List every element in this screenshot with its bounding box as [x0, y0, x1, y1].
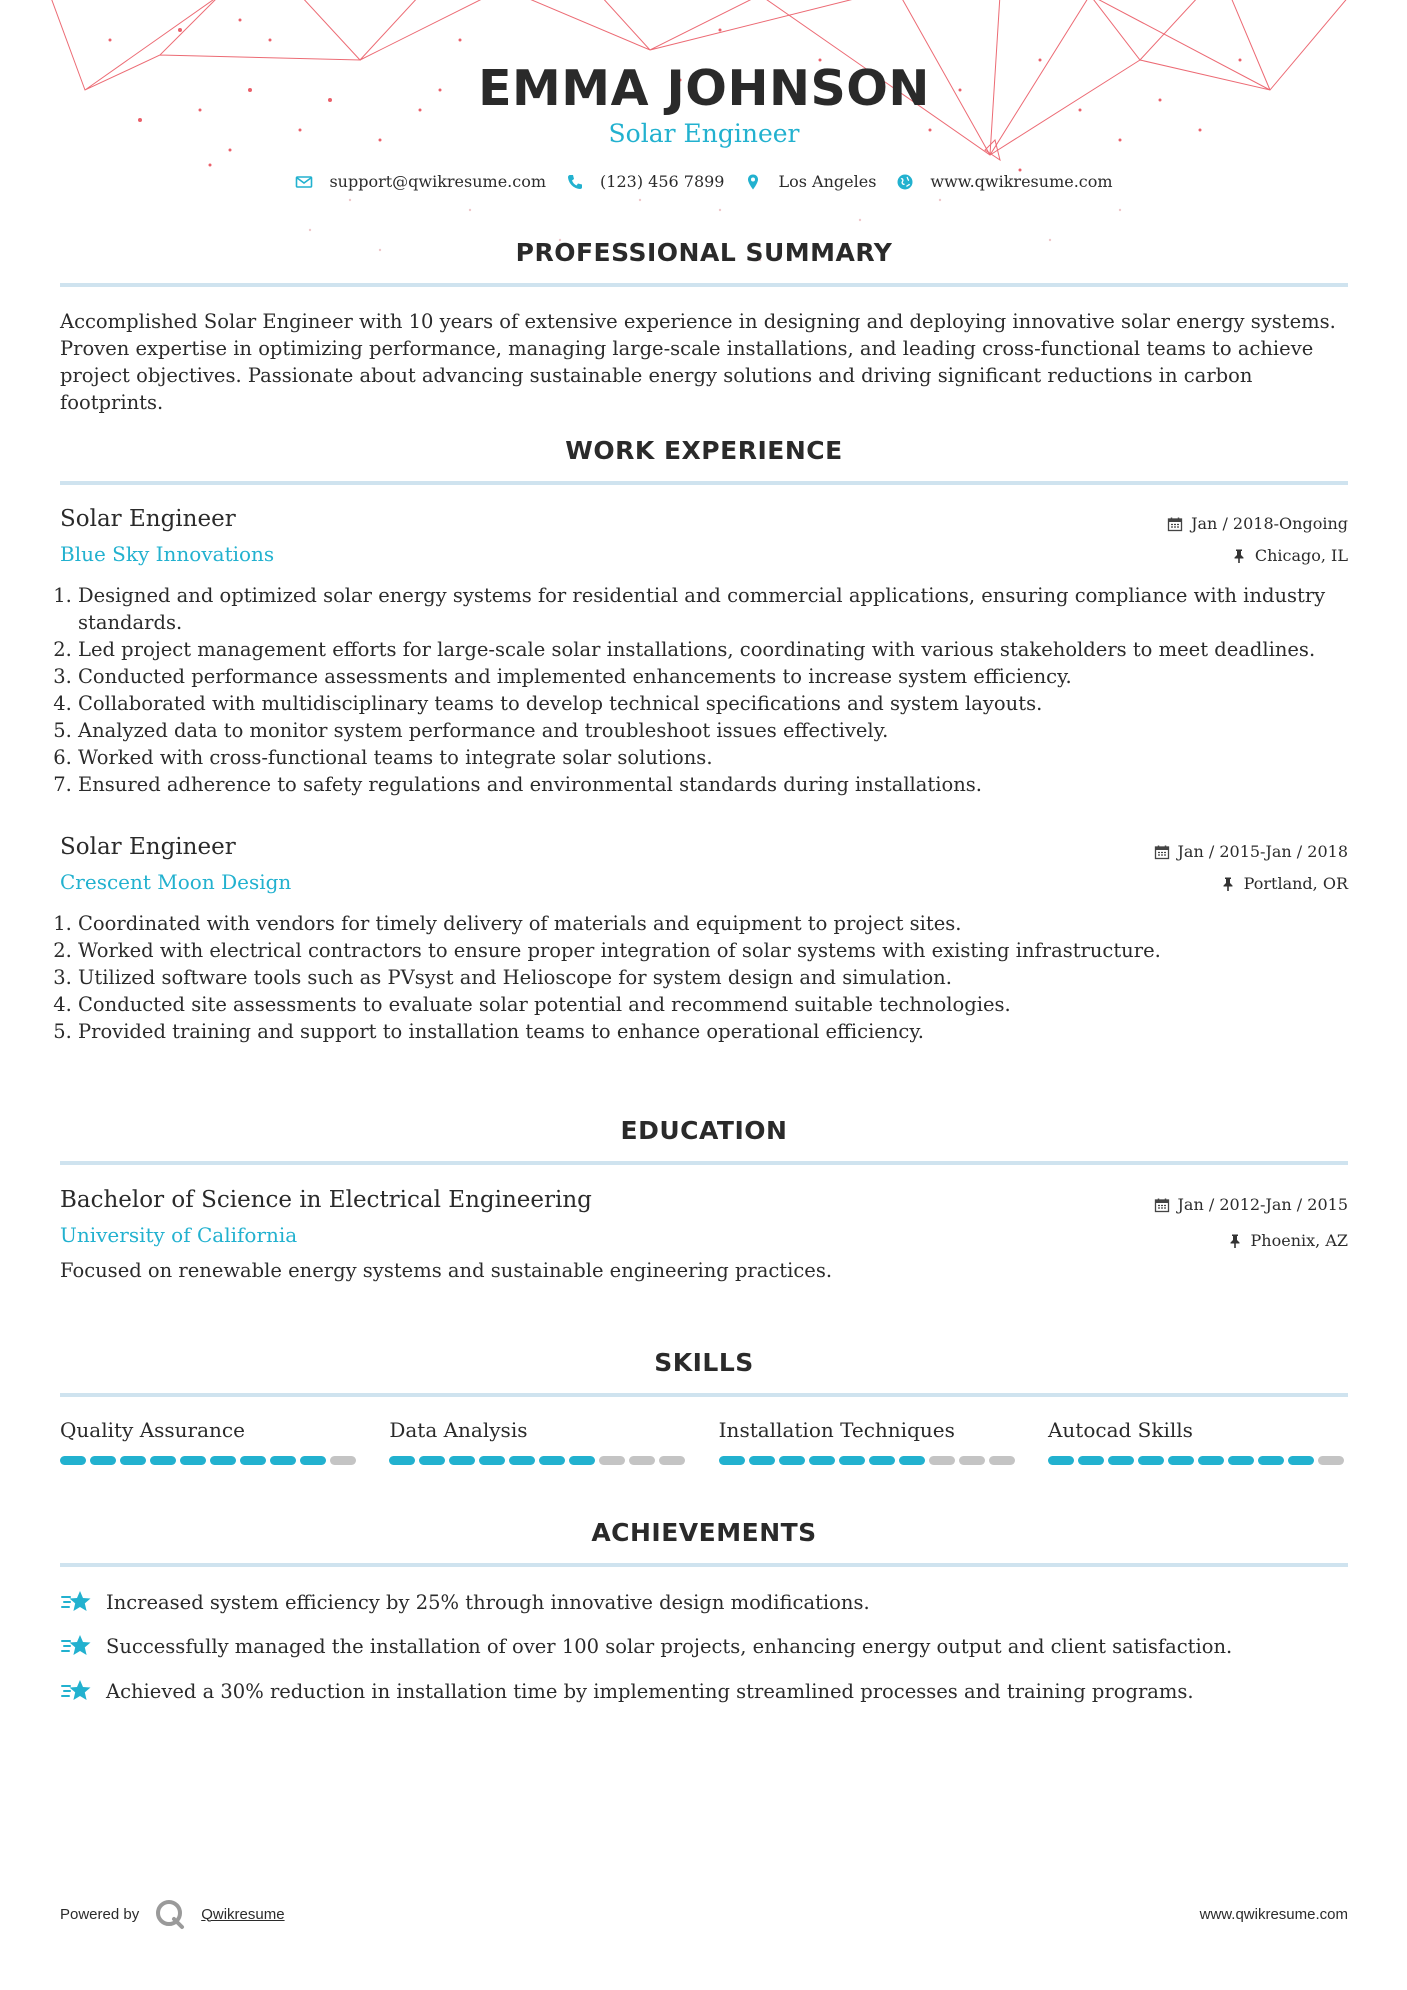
- contact-phone[interactable]: [566, 172, 724, 191]
- list-item: 1. Coordinated with vendors for timely delivery of materials and equipment to project sites.: [78, 910, 1366, 937]
- job-date: [1167, 514, 1348, 533]
- list-item: 7. Ensured adherence to safety regulations and environmental standards during installations.: [78, 771, 1366, 798]
- contact-email-text: support@qwikresume.com: [329, 172, 547, 191]
- list-item: 1. Designed and optimized solar energy systems for residential and commercial applications, ensuring compliance with industry standards.: [78, 582, 1366, 636]
- education-heading: EDUCATION: [620, 1116, 788, 1145]
- skill-segment-filled: [899, 1456, 925, 1465]
- list-item: 4. Conducted site assessments to evaluate solar potential and recommend suitable technologies.: [78, 991, 1366, 1018]
- skill-level-bar: [719, 1456, 1019, 1465]
- skill-segment-filled: [150, 1456, 176, 1465]
- skill-segment-filled: [479, 1456, 505, 1465]
- skill-segment-filled: [1228, 1456, 1254, 1465]
- education-divider: [60, 1161, 1348, 1165]
- skill-segment-filled: [869, 1456, 895, 1465]
- achievement-text: Achieved a 30% reduction in installation time by implementing streamlined processes and training programs.: [106, 1679, 1194, 1703]
- skill-segment-filled: [779, 1456, 805, 1465]
- resume-page: [60, 0, 1348, 1990]
- qwikresume-link[interactable]: Qwikresume: [201, 1905, 285, 1923]
- skill-segment-filled: [569, 1456, 595, 1465]
- skill-item: [1048, 1418, 1348, 1465]
- job-date-text: Jan / 2015-Jan / 2018: [1177, 842, 1348, 861]
- contact-phone-text: (123) 456 7899: [600, 172, 725, 191]
- achievement-item: [60, 1588, 1348, 1616]
- skill-segment-empty: [629, 1456, 655, 1465]
- achievement-item: [60, 1632, 1348, 1660]
- school-name: University of California: [60, 1223, 298, 1247]
- footer-powered-by: [60, 1897, 285, 1931]
- job-title: Solar Engineer: [60, 506, 236, 532]
- skill-segment-filled: [839, 1456, 865, 1465]
- skill-segment-filled: [749, 1456, 775, 1465]
- job-location-text: Chicago, IL: [1254, 546, 1348, 565]
- skill-name: Quality Assurance: [60, 1418, 245, 1442]
- candidate-name: EMMA JOHNSON: [478, 60, 930, 117]
- skill-segment-filled: [509, 1456, 535, 1465]
- job-title: Solar Engineer: [60, 834, 236, 860]
- star-icon: [60, 1588, 94, 1616]
- skill-segment-filled: [719, 1456, 745, 1465]
- skill-segment-empty: [659, 1456, 685, 1465]
- calendar-icon: [1167, 516, 1183, 532]
- job-date: [1154, 842, 1348, 861]
- summary-heading: PROFESSIONAL SUMMARY: [515, 238, 893, 267]
- pushpin-icon: [1231, 548, 1247, 564]
- education-location: [1227, 1231, 1348, 1250]
- pushpin-icon: [1227, 1233, 1243, 1249]
- skill-segment-empty: [929, 1456, 955, 1465]
- star-icon: [60, 1632, 94, 1660]
- skill-item: [719, 1418, 1019, 1465]
- skill-segment-empty: [959, 1456, 985, 1465]
- education-location-text: Phoenix, AZ: [1250, 1231, 1348, 1250]
- footer-website-link[interactable]: www.qwikresume.com: [1199, 1906, 1348, 1923]
- list-item: 2. Led project management efforts for large-scale solar installations, coordinating with various stakeholders to meet deadlines.: [78, 636, 1366, 663]
- job-company: Crescent Moon Design: [60, 870, 292, 894]
- job-responsibilities: [60, 910, 1366, 1045]
- achievement-item: [60, 1677, 1348, 1705]
- list-item: 3. Conducted performance assessments and implemented enhancements to increase system efficiency.: [78, 663, 1366, 690]
- skill-name: Installation Techniques: [718, 1418, 955, 1442]
- job-responsibilities: [60, 582, 1366, 798]
- skill-segment-filled: [419, 1456, 445, 1465]
- skill-segment-filled: [539, 1456, 565, 1465]
- contact-location-text: Los Angeles: [778, 172, 877, 191]
- skill-segment-filled: [1138, 1456, 1164, 1465]
- skill-segment-filled: [240, 1456, 266, 1465]
- skills-grid: [60, 1418, 1348, 1465]
- skill-item: [60, 1418, 360, 1465]
- achievement-text: Successfully managed the installation of over 100 solar projects, enhancing energy output and client satisfaction.: [106, 1634, 1233, 1658]
- degree-title: Bachelor of Science in Electrical Engineering: [60, 1187, 592, 1213]
- calendar-icon: [1154, 1197, 1170, 1213]
- envelope-icon: [295, 173, 313, 191]
- calendar-icon: [1154, 844, 1170, 860]
- skill-segment-filled: [449, 1456, 475, 1465]
- skill-segment-filled: [1168, 1456, 1194, 1465]
- summary-text: Accomplished Solar Engineer with 10 years of extensive experience in designing and deploying innovative solar energy systems. Proven expertise in optimizing performance, managing large-scale installations, and leading cross-functional teams to achieve project objectives. Passionate about advancing sustainable energy solutions and driving significant reductions in carbon footprints.: [60, 310, 1336, 414]
- skill-segment-empty: [1318, 1456, 1344, 1465]
- experience-divider: [60, 481, 1348, 485]
- list-item: 5. Analyzed data to monitor system performance and troubleshoot issues effectively.: [78, 717, 1366, 744]
- skill-segment-filled: [210, 1456, 236, 1465]
- contact-location: [744, 172, 876, 191]
- pushpin-icon: [1220, 876, 1236, 892]
- job-location: [1231, 546, 1348, 565]
- job-date-text: Jan / 2018-Ongoing: [1191, 514, 1348, 533]
- skill-segment-filled: [300, 1456, 326, 1465]
- skill-segment-filled: [389, 1456, 415, 1465]
- job-location: [1220, 874, 1348, 893]
- experience-heading: WORK EXPERIENCE: [565, 436, 843, 465]
- job-location-text: Portland, OR: [1243, 874, 1348, 893]
- powered-by-label: Powered by: [60, 1905, 140, 1923]
- skill-segment-empty: [989, 1456, 1015, 1465]
- contact-bar: [60, 172, 1348, 191]
- phone-icon: [566, 173, 584, 191]
- education-date-text: Jan / 2012-Jan / 2015: [1177, 1195, 1348, 1214]
- list-item: 6. Worked with cross-functional teams to integrate solar solutions.: [78, 744, 1366, 771]
- list-item: 3. Utilized software tools such as PVsyst and Helioscope for system design and simulation.: [78, 964, 1366, 991]
- map-pin-icon: [744, 173, 762, 191]
- globe-icon: [896, 173, 914, 191]
- achievements-divider: [60, 1563, 1348, 1567]
- summary-divider: [60, 283, 1348, 287]
- contact-website-text: www.qwikresume.com: [930, 172, 1113, 191]
- skill-segment-filled: [180, 1456, 206, 1465]
- skill-segment-filled: [1258, 1456, 1284, 1465]
- education-description: Focused on renewable energy systems and sustainable engineering practices.: [60, 1259, 833, 1282]
- contact-email[interactable]: [295, 172, 546, 191]
- job-company: Blue Sky Innovations: [60, 542, 275, 566]
- skill-item: [389, 1418, 689, 1465]
- skill-level-bar: [1048, 1456, 1348, 1465]
- skill-segment-filled: [1108, 1456, 1134, 1465]
- skill-level-bar: [389, 1456, 689, 1465]
- star-icon: [60, 1677, 94, 1705]
- skill-segment-filled: [1288, 1456, 1314, 1465]
- candidate-role: Solar Engineer: [608, 119, 800, 148]
- skill-name: Autocad Skills: [1047, 1418, 1193, 1442]
- skills-divider: [60, 1393, 1348, 1397]
- skills-heading: SKILLS: [654, 1348, 754, 1377]
- skill-level-bar: [60, 1456, 360, 1465]
- skill-segment-filled: [809, 1456, 835, 1465]
- achievement-text: Increased system efficiency by 25% through innovative design modifications.: [106, 1590, 870, 1614]
- skill-segment-empty: [599, 1456, 625, 1465]
- skill-name: Data Analysis: [389, 1418, 528, 1442]
- qwikresume-logo-icon: [153, 1897, 187, 1931]
- skill-segment-filled: [1198, 1456, 1224, 1465]
- list-item: 5. Provided training and support to installation teams to enhance operational efficiency.: [78, 1018, 1366, 1045]
- achievements-heading: ACHIEVEMENTS: [591, 1518, 817, 1547]
- list-item: 4. Collaborated with multidisciplinary teams to develop technical specifications and system layouts.: [78, 690, 1366, 717]
- skill-segment-filled: [270, 1456, 296, 1465]
- skill-segment-filled: [1078, 1456, 1104, 1465]
- skill-segment-empty: [330, 1456, 356, 1465]
- skill-segment-filled: [60, 1456, 86, 1465]
- list-item: 2. Worked with electrical contractors to ensure proper integration of solar systems with existing infrastructure.: [78, 937, 1366, 964]
- skill-segment-filled: [1048, 1456, 1074, 1465]
- education-date: [1154, 1195, 1348, 1214]
- skill-segment-filled: [120, 1456, 146, 1465]
- contact-website[interactable]: [896, 172, 1112, 191]
- skill-segment-filled: [90, 1456, 116, 1465]
